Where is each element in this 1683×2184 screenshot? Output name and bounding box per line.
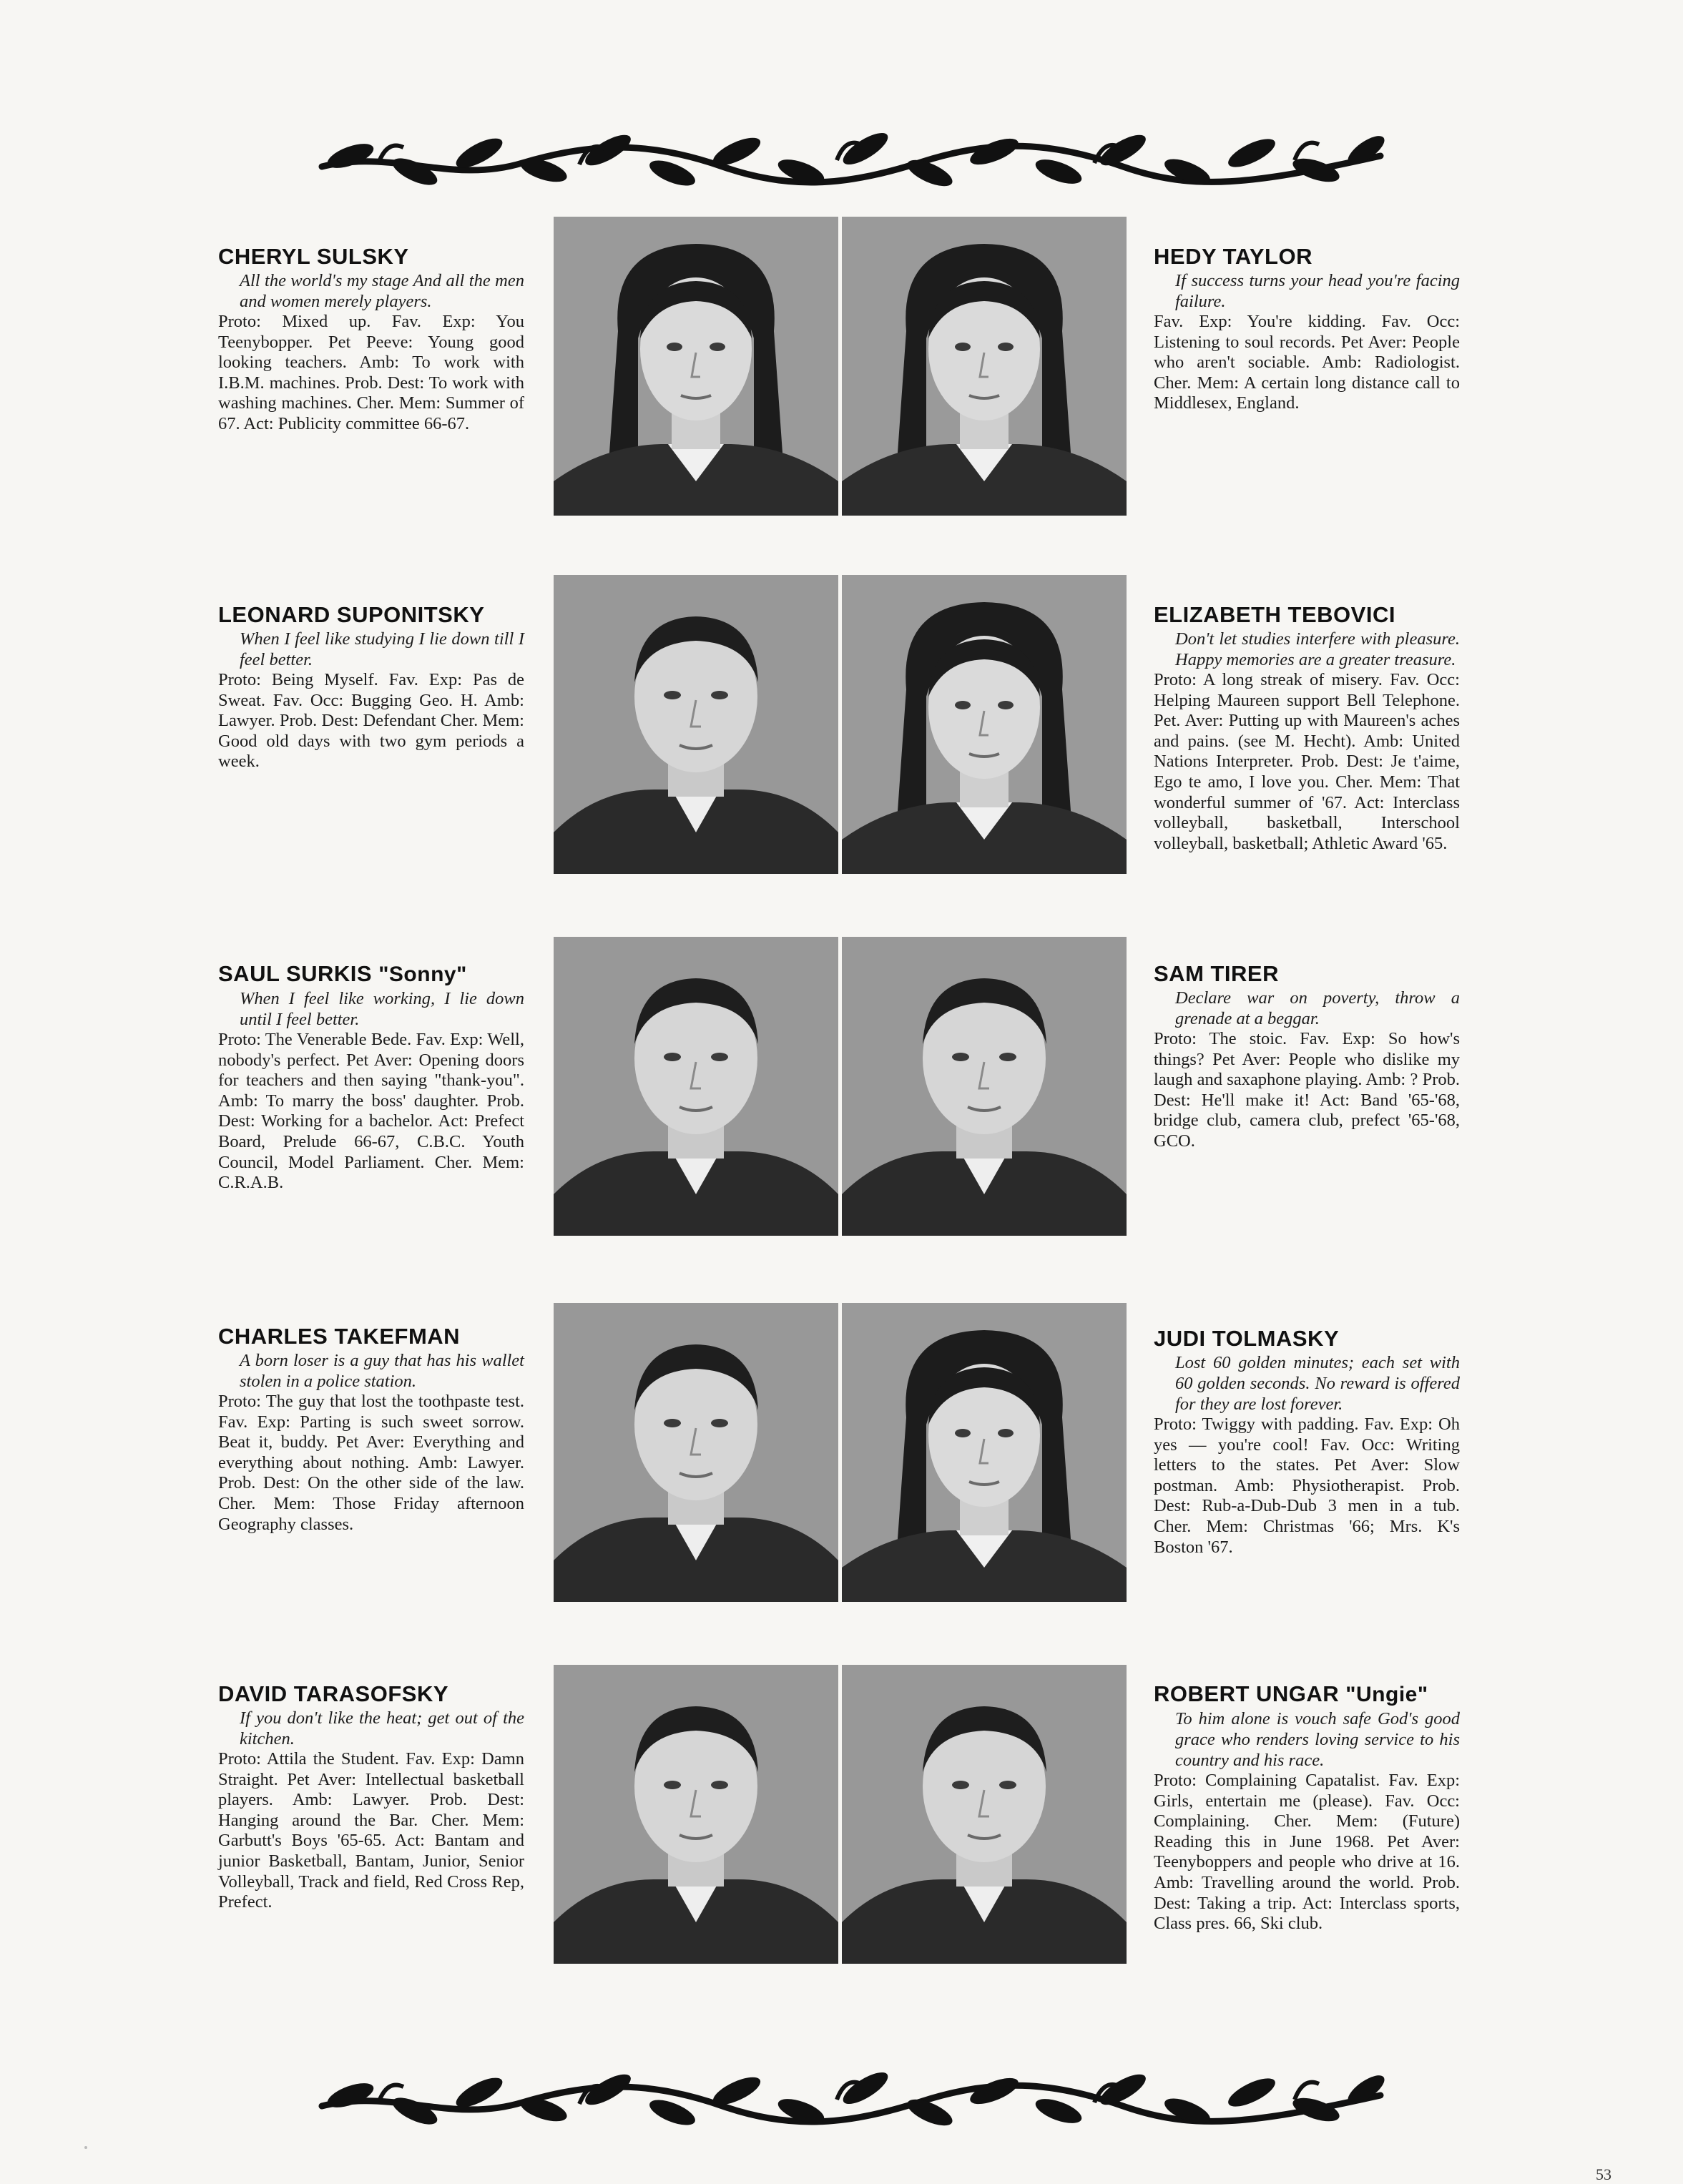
student-name: CHERYL SULSKY bbox=[218, 244, 409, 269]
student-details: Proto: Being Myself. Fav. Exp: Pas de Sweat. Fav. Occ: Bugging Geo. H. Amb: Lawyer. Prob. Dest: Defendant Cher. Mem: Good old days with two gym periods a week. bbox=[218, 670, 524, 772]
student-name: SAM TIRER bbox=[1154, 961, 1279, 986]
portrait-icon bbox=[842, 1665, 1127, 1964]
portrait-icon bbox=[554, 217, 838, 516]
student-details: Proto: The stoic. Fav. Exp: So how's things? Pet Aver: People who dislike my laugh and saxaphone playing. Amb: ? Prob. Dest: He'll make it! Act: Band '65-'68, bridge club, camera club, prefect '65-'68, GCO. bbox=[1154, 1029, 1460, 1151]
student-name: CHARLES TAKEFMAN bbox=[218, 1324, 461, 1349]
student-quote: When I feel like studying I lie down till I feel better. bbox=[240, 629, 524, 669]
portrait-photo bbox=[842, 1665, 1127, 1964]
entry-saul-surkis bbox=[218, 962, 524, 1194]
student-quote: All the world's my stage And all the men and women merely players. bbox=[240, 271, 524, 311]
vine-ornament-bottom bbox=[308, 2067, 1395, 2131]
portrait-photo bbox=[842, 1303, 1127, 1602]
vine-icon bbox=[308, 2067, 1395, 2131]
page-number: 53 bbox=[1596, 2165, 1611, 2183]
student-name: HEDY TAYLOR bbox=[1154, 244, 1312, 269]
portrait-icon bbox=[842, 217, 1127, 516]
entry-leonard-suponitsky bbox=[218, 603, 524, 772]
entry-robert-ungar bbox=[1154, 1682, 1460, 1934]
vine-icon bbox=[308, 127, 1395, 192]
vine-ornament-top bbox=[308, 127, 1395, 192]
entry-cheryl-sulsky bbox=[218, 245, 524, 435]
portrait-icon bbox=[554, 1303, 838, 1602]
entry-sam-tirer bbox=[1154, 962, 1460, 1152]
student-details: Fav. Exp: You're kidding. Fav. Occ: Listening to soul records. Pet Aver: People who aren't sociable. Amb: Radiologist. Cher. Mem: A certain long distance call to Middlesex, England. bbox=[1154, 312, 1460, 413]
entry-charles-takefman bbox=[218, 1324, 524, 1535]
portrait-photo bbox=[554, 575, 838, 874]
student-quote: Lost 60 golden minutes; each set with 60 golden seconds. No reward is offered for they are lost forever. bbox=[1175, 1353, 1460, 1414]
portrait-photo bbox=[554, 1665, 838, 1964]
student-name: LEONARD SUPONITSKY bbox=[218, 602, 485, 627]
portrait-photo bbox=[554, 217, 838, 516]
student-name: ELIZABETH TEBOVICI bbox=[1154, 602, 1395, 627]
portrait-photo bbox=[554, 1303, 838, 1602]
student-details: Proto: The guy that lost the toothpaste test. Fav. Exp: Parting is such sweet sorrow. Beat it, buddy. Pet Aver: Everything and everything about nothing. Amb: Lawyer. Prob. Dest: On the other side of the law. Cher. Mem: Those Friday afternoon Geography classes. bbox=[218, 1392, 524, 1534]
student-details: Proto: Attila the Student. Fav. Exp: Damn Straight. Pet Aver: Intellectual basketball players. Amb: Lawyer. Prob. Dest: Hanging around the Bar. Cher. Mem: Garbutt's Boys '65-65. Act: Bantam and junior Basketball, Bantam, Junior, Senior Volleyball, Track and field, Red Cross Rep, Prefect. bbox=[218, 1749, 524, 1912]
portrait-photo bbox=[842, 575, 1127, 874]
student-quote: If you don't like the heat; get out of the kitchen. bbox=[240, 1708, 524, 1748]
student-nickname: "Sonny" bbox=[378, 963, 467, 986]
student-details: Proto: The Venerable Bede. Fav. Exp: Well, nobody's perfect. Pet Aver: Opening doors for teachers and then saying "thank-you". Amb: To marry the boss' daughter. Prob. Dest: Working for a bachelor. Act: Prefect Board, Prelude 66-67, C.B.C. Youth Council, Model Parliament. Cher. Mem: C.R.A.B. bbox=[218, 1030, 524, 1193]
student-quote: If success turns your head you're facing failure. bbox=[1175, 271, 1460, 311]
margin-mark bbox=[84, 2146, 87, 2149]
portrait-icon bbox=[554, 1665, 838, 1964]
student-name: JUDI TOLMASKY bbox=[1154, 1326, 1340, 1351]
student-name: SAUL SURKIS "Sonny" bbox=[218, 961, 467, 986]
portrait-photo bbox=[554, 937, 838, 1236]
entry-judi-tolmasky bbox=[1154, 1327, 1460, 1558]
student-quote: To him alone is vouch safe God's good grace who renders loving service to his country and his race. bbox=[1175, 1709, 1460, 1770]
portrait-icon bbox=[842, 1303, 1127, 1602]
student-name: ROBERT UNGAR "Ungie" bbox=[1154, 1681, 1428, 1706]
student-details: Proto: Twiggy with padding. Fav. Exp: Oh yes — you're cool! Fav. Occ: Writing letters to the states. Pet Aver: Slow postman. Amb: Physiotherapist. Prob. Dest: Rub-a-Dub-Dub 3 men in a tub. Cher. Mem: Christmas '66; Mrs. K's Boston '67. bbox=[1154, 1415, 1460, 1557]
entry-elizabeth-tebovici bbox=[1154, 603, 1460, 854]
portrait-photo bbox=[842, 217, 1127, 516]
portrait-photo bbox=[842, 937, 1127, 1236]
student-quote: A born loser is a guy that has his wallet stolen in a police station. bbox=[240, 1351, 524, 1391]
entry-david-tarasofsky bbox=[218, 1682, 524, 1913]
portrait-icon bbox=[842, 937, 1127, 1236]
student-quote: When I feel like working, I lie down until I feel better. bbox=[240, 989, 524, 1029]
student-details: Proto: Mixed up. Fav. Exp: You Teenybopper. Pet Peeve: Young good looking teachers. Amb: To work with I.B.M. machines. Prob. Dest: To work with washing machines. Cher. Mem: Summer of 67. Act: Publicity committee 66-67. bbox=[218, 312, 524, 433]
student-details: Proto: Complaining Capatalist. Fav. Exp: Girls, entertain me (please). Fav. Occ: Complaining. Cher. Mem: (Future) Reading this in June 1968. Pet Aver: Teenyboppers and people who drive at 16. Amb: Travelling around the world. Prob. Dest: Taking a trip. Act: Interclass sports, Class pres. 66, Ski club. bbox=[1154, 1771, 1460, 1934]
student-nickname: "Ungie" bbox=[1345, 1683, 1428, 1706]
portrait-icon bbox=[842, 575, 1127, 874]
student-name: DAVID TARASOFSKY bbox=[218, 1681, 449, 1706]
portrait-icon bbox=[554, 575, 838, 874]
student-quote: Don't let studies interfere with pleasure. Happy memories are a greater treasure. bbox=[1175, 629, 1460, 669]
student-details: Proto: A long streak of misery. Fav. Occ: Helping Maureen support Bell Telephone. Pet. Aver: Putting up with Maureen's aches and pains. (see M. Hecht). Amb: United Nations Interpreter. Prob. Dest: Je t'aime, Ego te amo, I love you. Cher. Mem: That wonderful summer of '67. Act: Interclass volleyball, basketball, Interschool volleyball, basketball; Athletic Award '65. bbox=[1154, 670, 1460, 853]
entry-hedy-taylor bbox=[1154, 245, 1460, 414]
portrait-icon bbox=[554, 937, 838, 1236]
student-quote: Declare war on poverty, throw a grenade at a beggar. bbox=[1175, 988, 1460, 1028]
